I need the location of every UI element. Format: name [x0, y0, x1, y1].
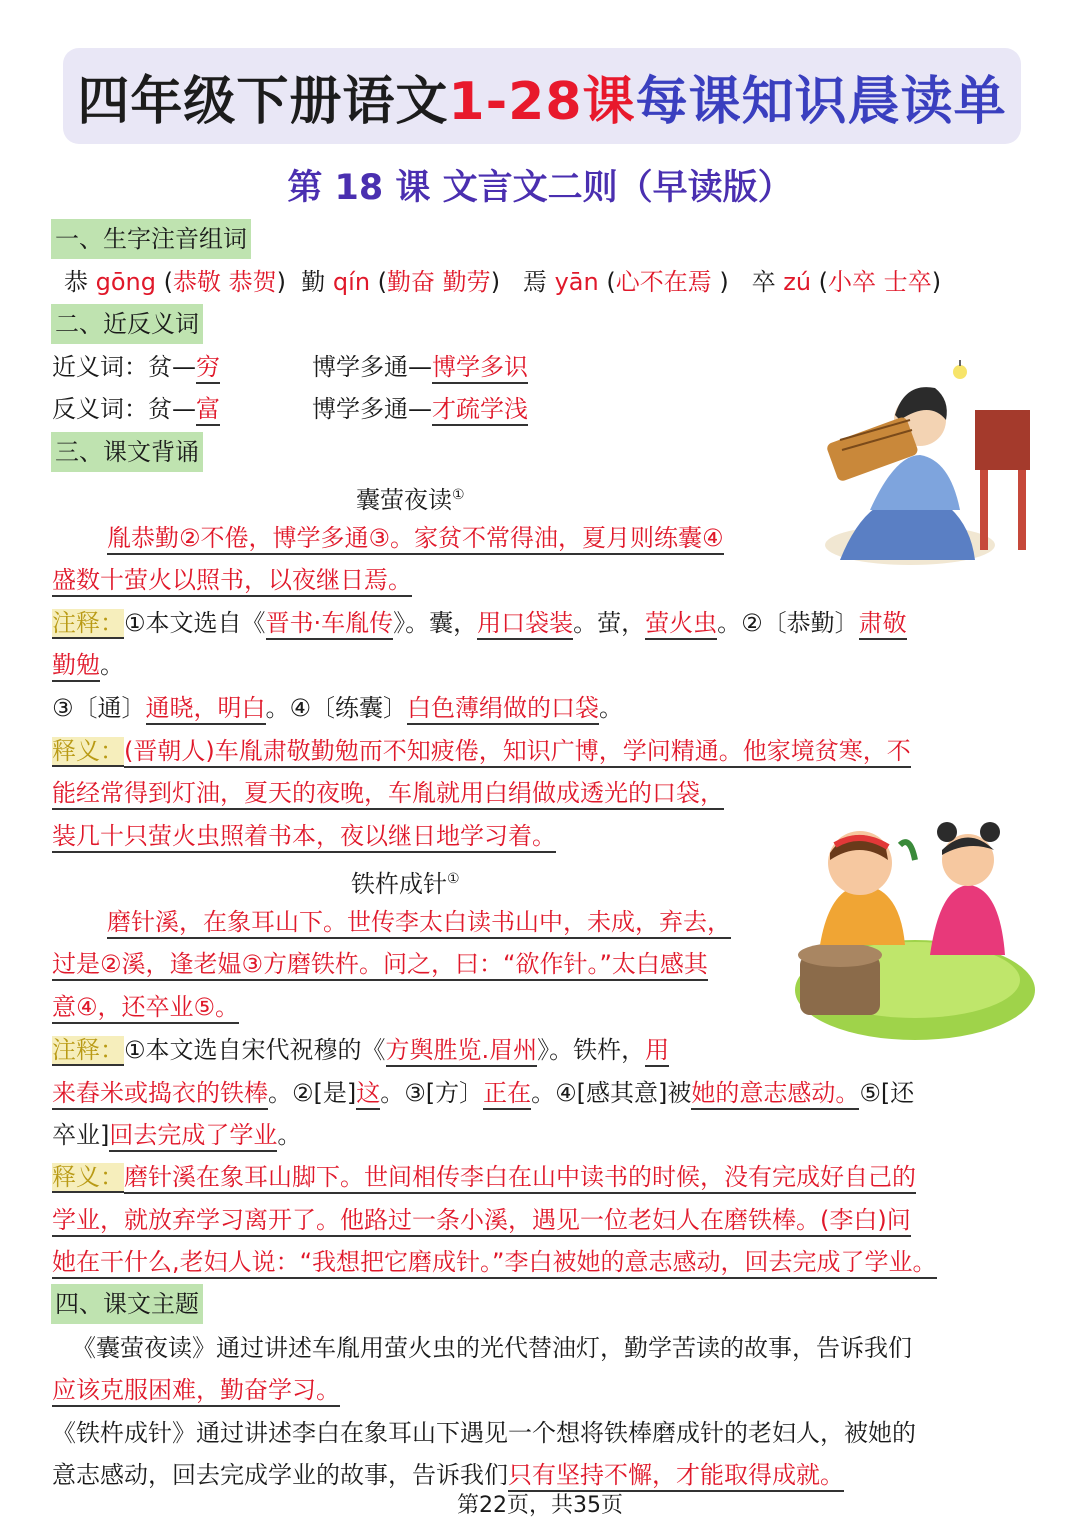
- text2-line-1: 磨针溪，在象耳山下。世传李太白读书山中，未成，弃去，: [107, 908, 731, 939]
- synonym-answer-2: 博学多识: [432, 353, 528, 384]
- text1-note-line-1: 注释：①本文选自《晋书·车胤传》。囊，用口袋装。萤，萤火虫。②〔恭勤〕肃敬: [52, 607, 907, 639]
- text2-explain-line-3: 她在干什么,老妇人说：“我想把它磨成针。”李白被她的意志感动，回去完成了学业。: [52, 1246, 937, 1278]
- theme-paragraph-1: 《囊萤夜读》通过讲述车胤用萤火虫的光代替油灯，勤学苦读的故事，告诉我们: [72, 1334, 912, 1362]
- old-woman-and-child-illustration: [790, 805, 1035, 1050]
- banner-title-part2: 1-28课: [448, 71, 636, 132]
- words-3: 心不在焉: [615, 268, 720, 296]
- synonym-line-2: 博学多通—博学多识: [312, 351, 528, 383]
- char-1: 恭: [64, 268, 88, 296]
- header-banner: [63, 48, 1021, 144]
- text2-note-line-1: 注释：①本文选自宋代祝穆的《方舆胜览.眉州》。铁杵，用: [52, 1034, 669, 1066]
- pinyin-line: 恭 gōng (恭敬 恭贺) 勤 qín (勤奋 勤劳) 焉 yān (心不在焉 ) 卒 zú (小卒 士卒): [64, 268, 942, 296]
- section-heading-recitation: 三、课文背诵: [51, 432, 203, 472]
- text2-explain-line-2: 学业，就放弃学习离开了。他路过一条小溪，遇见一位老妇人在磨铁棒。(李白)问: [52, 1204, 911, 1236]
- text2-note-line-2: 来舂米或捣衣的铁棒。②[是]这。③[方〕正在。④[感其意]被她的意志感动。⑤[还: [52, 1077, 914, 1109]
- words-2: 勤奋 勤劳: [387, 268, 491, 296]
- antonym-answer-2: 才疏学浅: [432, 395, 528, 426]
- text1-line-1: 胤恭勤②不倦，博学多通③。家贫不常得油，夏月则练囊④: [107, 524, 724, 555]
- words-4: 小卒 士卒: [828, 268, 932, 296]
- text1-explain-line-3: 装几十只萤火虫照着书本，夜以继日地学习着。: [52, 820, 556, 852]
- antonym-line: 反义词：贫—富: [52, 393, 220, 425]
- char-3: 焉: [522, 268, 547, 296]
- pinyin-1: gōng: [95, 268, 157, 296]
- antonym-answer-1: 富: [196, 395, 220, 426]
- antonym-line-2: 博学多通—才疏学浅: [312, 393, 528, 425]
- char-2: 勤: [301, 268, 326, 296]
- text1-note-line-3: ③〔通〕通晓，明白。④〔练囊〕白色薄绢做的口袋。: [52, 692, 623, 724]
- words-1: 恭敬 恭贺: [173, 268, 277, 296]
- scholar-reading-illustration: [800, 360, 1035, 575]
- text1-title: 囊萤夜读①: [356, 486, 465, 514]
- text2-line-2: 过是②溪，逢老媪③方磨铁杵。问之，曰：“欲作针。”太白感其: [52, 950, 708, 981]
- section-heading-synonyms: 二、近反义词: [51, 304, 203, 344]
- pinyin-4: zú: [783, 268, 812, 296]
- pinyin-3: yān: [554, 268, 599, 296]
- text2-title: 铁杵成针①: [351, 870, 460, 898]
- banner-title-part3: 每课知识晨读单: [635, 71, 1007, 132]
- pinyin-2: qín: [332, 268, 371, 296]
- section-heading-characters: 一、生字注音组词: [51, 219, 251, 259]
- page-number: 第22页，共35页: [457, 1493, 623, 1518]
- synonym-line: 近义词：贫—穷: [52, 351, 220, 383]
- section-heading-theme: 四、课文主题: [51, 1284, 203, 1324]
- text1-line-2: 盛数十萤火以照书，以夜继日焉。: [52, 566, 412, 597]
- lesson-title: 第 18 课 文言文二则（早读版）: [287, 168, 793, 208]
- synonym-answer-1: 穷: [196, 353, 220, 384]
- text2-line-3: 意④，还卒业⑤。: [52, 993, 239, 1024]
- text1-explain-line-1: 释义：(晋朝人)车胤肃敬勤勉而不知疲倦，知识广博，学问精通。他家境贫寒，不: [52, 735, 911, 767]
- text2-note-line-3: 卒业]回去完成了学业。: [52, 1119, 301, 1151]
- theme-conclusion-1: 应该克服困难，勤奋学习。: [52, 1376, 340, 1407]
- note-label: 注释：: [52, 609, 124, 637]
- banner-title-part1: 四年级下册语文: [77, 71, 449, 132]
- text1-explain-line-2: 能经常得到灯油，夏天的夜晚，车胤就用白绢做成透光的口袋，: [52, 777, 724, 809]
- text1-note-line-2: 勤勉。: [52, 649, 124, 681]
- text2-explain-line-1: 释义：磨针溪在象耳山脚下。世间相传李白在山中读书的时候，没有完成好自己的: [52, 1161, 916, 1193]
- theme-conclusion-2: 只有坚持不懈，才能取得成就。: [508, 1461, 844, 1492]
- theme-paragraph-2: 《铁杵成针》通过讲述李白在象耳山下遇见一个想将铁棒磨成针的老妇人，被她的: [52, 1419, 916, 1447]
- char-4: 卒: [751, 268, 776, 296]
